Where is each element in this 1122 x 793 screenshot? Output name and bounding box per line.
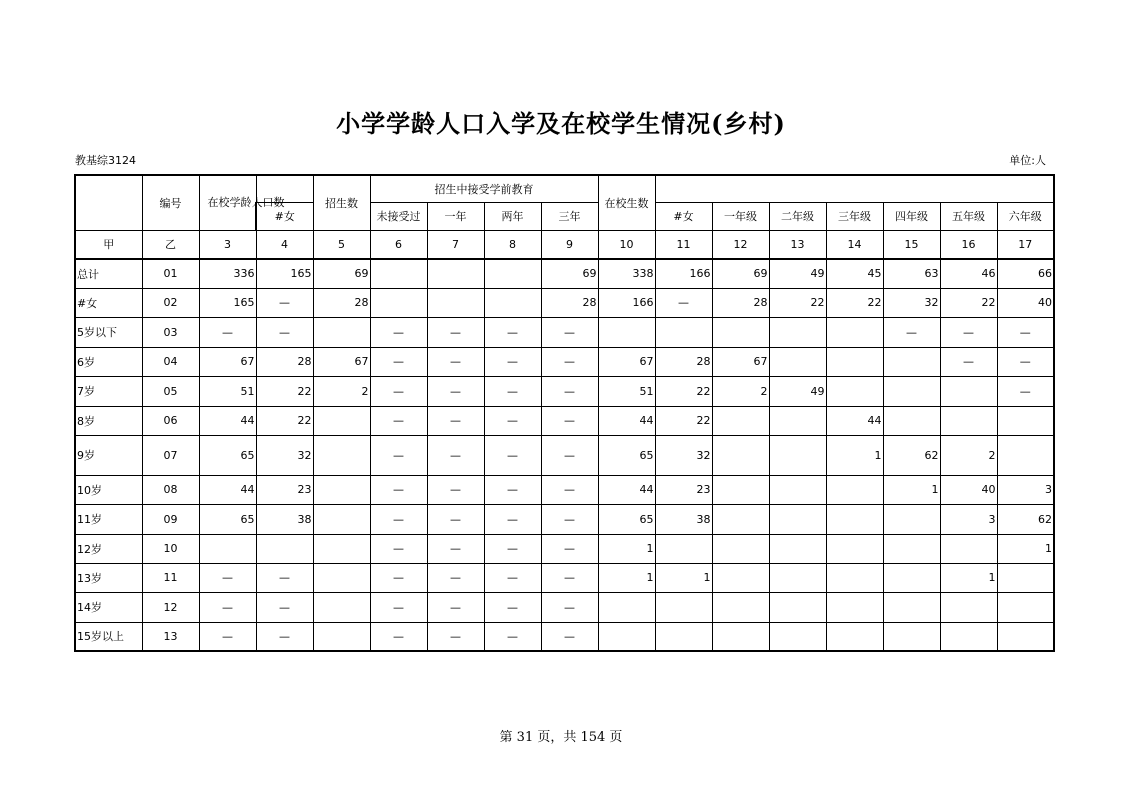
table-cell: 22: [769, 288, 826, 317]
table-cell: [826, 475, 883, 504]
table-cell: 69: [541, 259, 598, 288]
table-cell: [883, 622, 940, 651]
page-footer: 第 31 页，共 154 页: [499, 730, 623, 745]
table-cell: —: [370, 406, 427, 435]
table-cell: 32: [256, 435, 313, 475]
table-cell: —: [427, 347, 484, 376]
table-cell: [712, 622, 769, 651]
row-code: 05: [142, 376, 199, 406]
column-number-cell: 7: [427, 230, 484, 259]
table-cell: [484, 288, 541, 317]
table-cell: 51: [199, 376, 256, 406]
table-cell: 22: [655, 406, 712, 435]
table-cell: 62: [997, 504, 1054, 534]
unit-label: 单位:人: [1009, 154, 1046, 167]
table-cell: —: [484, 435, 541, 475]
table-cell: 1: [883, 475, 940, 504]
table-cell: 32: [883, 288, 940, 317]
table-cell: 2: [712, 376, 769, 406]
row-code: 06: [142, 406, 199, 435]
column-number-cell: 11: [655, 230, 712, 259]
table-cell: 69: [712, 259, 769, 288]
table-cell: —: [370, 592, 427, 622]
statistics-table: [74, 174, 1055, 652]
table-cell: 65: [598, 435, 655, 475]
header-school-age-population: 在校学龄人口数: [199, 175, 256, 230]
table-cell: [769, 475, 826, 504]
table-cell: —: [541, 504, 598, 534]
table-row: [75, 347, 1054, 376]
header-female: #女: [256, 202, 313, 230]
table-cell: —: [655, 288, 712, 317]
table-cell: [826, 592, 883, 622]
table-cell: [883, 376, 940, 406]
header-preschool-group: 招生中接受学前教育: [370, 175, 598, 202]
table-cell: 44: [598, 475, 655, 504]
table-cell: [655, 622, 712, 651]
table-cell: —: [484, 475, 541, 504]
table-cell: —: [256, 592, 313, 622]
column-number-cell: 15: [883, 230, 940, 259]
table-cell: 22: [826, 288, 883, 317]
table-cell: 69: [313, 259, 370, 288]
header-three-years: 三年: [541, 202, 598, 230]
table-cell: [826, 317, 883, 347]
header-in-school-female: #女: [655, 202, 712, 230]
table-cell: [883, 534, 940, 563]
table-cell: [712, 435, 769, 475]
table-cell: [712, 504, 769, 534]
table-cell: —: [427, 376, 484, 406]
row-code: 09: [142, 504, 199, 534]
header-grade2: 二年级: [769, 202, 826, 230]
table-row: [75, 475, 1054, 504]
table-cell: —: [541, 347, 598, 376]
table-cell: —: [484, 563, 541, 592]
column-number-cell: 4: [256, 230, 313, 259]
row-code: 02: [142, 288, 199, 317]
table-cell: 28: [313, 288, 370, 317]
row-label: 9岁: [75, 435, 142, 475]
row-label: 15岁以上: [75, 622, 142, 651]
table-cell: —: [484, 317, 541, 347]
table-cell: 62: [883, 435, 940, 475]
table-cell: 65: [199, 435, 256, 475]
table-cell: —: [484, 622, 541, 651]
table-cell: [883, 592, 940, 622]
table-cell: [997, 563, 1054, 592]
table-cell: —: [427, 435, 484, 475]
table-cell: [313, 534, 370, 563]
table-cell: —: [370, 317, 427, 347]
row-label: 8岁: [75, 406, 142, 435]
header-grade6: 六年级: [997, 202, 1054, 230]
table-cell: [313, 563, 370, 592]
table-cell: —: [427, 563, 484, 592]
table-cell: 67: [712, 347, 769, 376]
table-cell: [313, 475, 370, 504]
row-code: 11: [142, 563, 199, 592]
table-cell: —: [199, 563, 256, 592]
table-cell: [940, 592, 997, 622]
table-cell: 22: [256, 406, 313, 435]
row-label: 6岁: [75, 347, 142, 376]
table-cell: [370, 259, 427, 288]
table-cell: 1: [997, 534, 1054, 563]
table-cell: —: [484, 406, 541, 435]
table-cell: [712, 563, 769, 592]
header-one-year: 一年: [427, 202, 484, 230]
table-cell: 3: [997, 475, 1054, 504]
column-number-cell: 6: [370, 230, 427, 259]
row-code: 04: [142, 347, 199, 376]
table-cell: —: [256, 317, 313, 347]
table-cell: 165: [256, 259, 313, 288]
table-cell: —: [199, 317, 256, 347]
table-cell: 23: [256, 475, 313, 504]
header-enrollment: 招生数: [313, 175, 370, 230]
table-cell: —: [940, 347, 997, 376]
table-cell: 63: [883, 259, 940, 288]
table-cell: [598, 592, 655, 622]
column-number-cell: 8: [484, 230, 541, 259]
table-cell: —: [541, 592, 598, 622]
header-grades-top: [655, 175, 1054, 202]
table-cell: [883, 347, 940, 376]
table-cell: —: [427, 504, 484, 534]
table-cell: —: [370, 376, 427, 406]
column-number-row: [75, 230, 1054, 259]
table-cell: [313, 317, 370, 347]
table-body: [75, 259, 1054, 651]
table-cell: —: [199, 592, 256, 622]
table-cell: —: [427, 622, 484, 651]
table-cell: 22: [940, 288, 997, 317]
row-label: #女: [75, 288, 142, 317]
table-cell: [712, 475, 769, 504]
table-cell: [997, 406, 1054, 435]
table-cell: [427, 259, 484, 288]
column-number-cell: 13: [769, 230, 826, 259]
table-cell: 46: [940, 259, 997, 288]
table-cell: [655, 317, 712, 347]
table-cell: [655, 534, 712, 563]
row-label: 14岁: [75, 592, 142, 622]
table-cell: —: [541, 563, 598, 592]
column-number-cell: 甲: [75, 230, 142, 259]
row-label: 5岁以下: [75, 317, 142, 347]
table-cell: 65: [598, 504, 655, 534]
table-cell: [769, 435, 826, 475]
table-cell: [313, 622, 370, 651]
table-cell: 45: [826, 259, 883, 288]
column-number-cell: 12: [712, 230, 769, 259]
row-label: 7岁: [75, 376, 142, 406]
table-cell: 28: [712, 288, 769, 317]
table-cell: [199, 534, 256, 563]
table-cell: 40: [997, 288, 1054, 317]
table-cell: 38: [256, 504, 313, 534]
table-cell: [769, 504, 826, 534]
table-row: [75, 534, 1054, 563]
table-cell: 40: [940, 475, 997, 504]
row-code: 01: [142, 259, 199, 288]
table-cell: —: [541, 406, 598, 435]
table-cell: —: [256, 622, 313, 651]
table-cell: —: [997, 376, 1054, 406]
table-cell: 2: [313, 376, 370, 406]
table-cell: 1: [655, 563, 712, 592]
table-cell: 165: [199, 288, 256, 317]
row-code: 07: [142, 435, 199, 475]
table-cell: [826, 347, 883, 376]
table-cell: —: [541, 317, 598, 347]
table-cell: [313, 435, 370, 475]
table-cell: [826, 622, 883, 651]
table-cell: —: [427, 406, 484, 435]
table-cell: [484, 259, 541, 288]
table-row: [75, 592, 1054, 622]
table-cell: 3: [940, 504, 997, 534]
table-cell: —: [427, 592, 484, 622]
table-cell: 2: [940, 435, 997, 475]
table-cell: 28: [541, 288, 598, 317]
table-cell: [883, 406, 940, 435]
table-cell: [712, 317, 769, 347]
table-row: [75, 288, 1054, 317]
table-cell: [940, 376, 997, 406]
table-cell: 51: [598, 376, 655, 406]
table-cell: —: [883, 317, 940, 347]
table-cell: [826, 376, 883, 406]
table-cell: 1: [598, 563, 655, 592]
column-number-cell: 14: [826, 230, 883, 259]
header-blank-cell: [75, 175, 142, 230]
table-cell: —: [484, 504, 541, 534]
table-row: [75, 406, 1054, 435]
table-cell: 67: [313, 347, 370, 376]
table-cell: [883, 504, 940, 534]
row-label: 12岁: [75, 534, 142, 563]
column-number-cell: 16: [940, 230, 997, 259]
table-cell: [826, 534, 883, 563]
table-row: [75, 504, 1054, 534]
table-row: [75, 622, 1054, 651]
table-row: [75, 563, 1054, 592]
table-cell: —: [997, 347, 1054, 376]
table-cell: [769, 317, 826, 347]
table-cell: 44: [199, 406, 256, 435]
table-cell: 32: [655, 435, 712, 475]
table-cell: [655, 592, 712, 622]
table-cell: [769, 347, 826, 376]
table-cell: —: [370, 534, 427, 563]
header-two-years: 两年: [484, 202, 541, 230]
header-grade4: 四年级: [883, 202, 940, 230]
row-code: 10: [142, 534, 199, 563]
table-cell: [769, 622, 826, 651]
table-cell: 1: [940, 563, 997, 592]
table-cell: —: [370, 475, 427, 504]
header-in-school: 在校生数: [598, 175, 655, 230]
table-cell: [769, 563, 826, 592]
form-code: 教基综3124: [75, 154, 136, 167]
table-cell: —: [541, 534, 598, 563]
table-cell: —: [370, 504, 427, 534]
table-cell: [997, 435, 1054, 475]
table-cell: —: [427, 317, 484, 347]
table-cell: 65: [199, 504, 256, 534]
table-cell: —: [541, 435, 598, 475]
table-cell: —: [484, 592, 541, 622]
table-cell: [370, 288, 427, 317]
table-cell: [769, 406, 826, 435]
table-cell: —: [541, 376, 598, 406]
header-grade1: 一年级: [712, 202, 769, 230]
page-title: 小学学龄人口入学及在校学生情况(乡村): [336, 109, 786, 138]
table-cell: 166: [655, 259, 712, 288]
table-cell: [313, 592, 370, 622]
table-cell: [712, 406, 769, 435]
table-cell: 67: [199, 347, 256, 376]
table-cell: [940, 622, 997, 651]
table-cell: —: [256, 563, 313, 592]
table-cell: —: [256, 288, 313, 317]
table-cell: [769, 592, 826, 622]
table-cell: 166: [598, 288, 655, 317]
table-cell: 23: [655, 475, 712, 504]
row-code: 08: [142, 475, 199, 504]
table-cell: 338: [598, 259, 655, 288]
table-cell: 49: [769, 376, 826, 406]
table-cell: [826, 563, 883, 592]
table-cell: 44: [598, 406, 655, 435]
table-cell: 49: [769, 259, 826, 288]
table-cell: [883, 563, 940, 592]
table-cell: —: [541, 475, 598, 504]
table-row: [75, 317, 1054, 347]
table-row: [75, 259, 1054, 288]
row-code: 13: [142, 622, 199, 651]
table-cell: —: [484, 534, 541, 563]
table-cell: —: [997, 317, 1054, 347]
table-cell: —: [370, 563, 427, 592]
table-cell: 67: [598, 347, 655, 376]
column-number-cell: 9: [541, 230, 598, 259]
table-row: [75, 435, 1054, 475]
table-cell: —: [484, 376, 541, 406]
table-cell: [313, 504, 370, 534]
table-cell: [997, 622, 1054, 651]
table-cell: 28: [256, 347, 313, 376]
row-code: 12: [142, 592, 199, 622]
table-cell: 44: [199, 475, 256, 504]
table-cell: [769, 534, 826, 563]
table-cell: —: [427, 534, 484, 563]
table-cell: [598, 317, 655, 347]
table-cell: [313, 406, 370, 435]
table-cell: —: [484, 347, 541, 376]
row-code: 03: [142, 317, 199, 347]
table-cell: —: [370, 435, 427, 475]
table-cell: 1: [826, 435, 883, 475]
table-cell: 22: [256, 376, 313, 406]
row-label: 13岁: [75, 563, 142, 592]
table-cell: [712, 534, 769, 563]
table-cell: 44: [826, 406, 883, 435]
row-label: 10岁: [75, 475, 142, 504]
table-cell: [940, 534, 997, 563]
table-cell: —: [541, 622, 598, 651]
column-number-cell: 17: [997, 230, 1054, 259]
table-cell: —: [370, 347, 427, 376]
table-cell: —: [940, 317, 997, 347]
header-code: 编号: [142, 175, 199, 230]
table-cell: —: [370, 622, 427, 651]
table-cell: 336: [199, 259, 256, 288]
table-cell: 28: [655, 347, 712, 376]
table-cell: [712, 592, 769, 622]
row-label: 总计: [75, 259, 142, 288]
table-cell: [826, 504, 883, 534]
table-cell: [598, 622, 655, 651]
table-cell: [997, 592, 1054, 622]
table-cell: 22: [655, 376, 712, 406]
column-number-cell: 5: [313, 230, 370, 259]
table-cell: [940, 406, 997, 435]
table-cell: [256, 534, 313, 563]
table-cell: —: [427, 475, 484, 504]
column-number-cell: 3: [199, 230, 256, 259]
column-number-cell: 10: [598, 230, 655, 259]
table-row: [75, 376, 1054, 406]
table-cell: [427, 288, 484, 317]
table-cell: —: [199, 622, 256, 651]
column-number-cell: 乙: [142, 230, 199, 259]
header-grade3: 三年级: [826, 202, 883, 230]
header-grade5: 五年级: [940, 202, 997, 230]
row-label: 11岁: [75, 504, 142, 534]
table-cell: 38: [655, 504, 712, 534]
header-no-preschool: 未接受过: [370, 202, 427, 230]
table-cell: 1: [598, 534, 655, 563]
table-cell: 66: [997, 259, 1054, 288]
